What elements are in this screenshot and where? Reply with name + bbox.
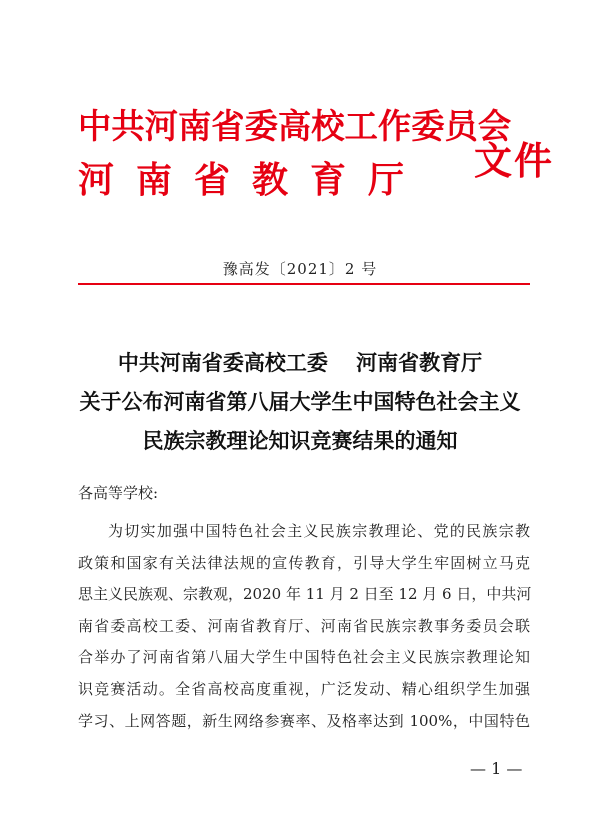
page-number: — 1 — bbox=[470, 759, 523, 778]
document-type-label: 文件 bbox=[474, 138, 555, 183]
document-title bbox=[60, 343, 540, 460]
body-paragraph bbox=[78, 516, 530, 737]
body-line: 政策和国家有关法律法规的宣传教育，引导大学生牢固树立马克 bbox=[78, 553, 530, 572]
issuing-org-line-1: 中共河南省委高校工作委员会 bbox=[78, 107, 512, 147]
salutation: 各高等学校: bbox=[78, 484, 159, 502]
title-line-2: 关于公布河南省第八届大学生中国特色社会主义 bbox=[79, 389, 521, 414]
red-divider-line bbox=[78, 283, 530, 285]
body-line: 为切实加强中国特色社会主义民族宗教理论、党的民族宗教 bbox=[108, 522, 530, 540]
body-line: 南省委高校工委、河南省教育厅、河南省民族宗教事务委员会联 bbox=[78, 616, 530, 635]
issuing-org-line-2: 河南省教育厅 bbox=[78, 159, 427, 201]
document-number: 豫高发〔2021〕2 号 bbox=[222, 260, 378, 278]
body-line: 学习、上网答题，新生网络参赛率、及格率达到 100%，中国特色 bbox=[78, 711, 530, 730]
title-line-1: 中共河南省委高校工委 河南省教育厅 bbox=[117, 350, 483, 375]
title-line-3: 民族宗教理论知识竞赛结果的通知 bbox=[142, 428, 458, 453]
document-header bbox=[78, 96, 555, 216]
body-line: 合举办了河南省第八届大学生中国特色社会主义民族宗教理论知 bbox=[78, 648, 530, 667]
body-line: 识竞赛活动。全省高校高度重视，广泛发动、精心组织学生加强 bbox=[78, 679, 530, 698]
body-line: 思主义民族观、宗教观，2020 年 11 月 2 日至 12 月 6 日，中共河 bbox=[78, 585, 532, 604]
